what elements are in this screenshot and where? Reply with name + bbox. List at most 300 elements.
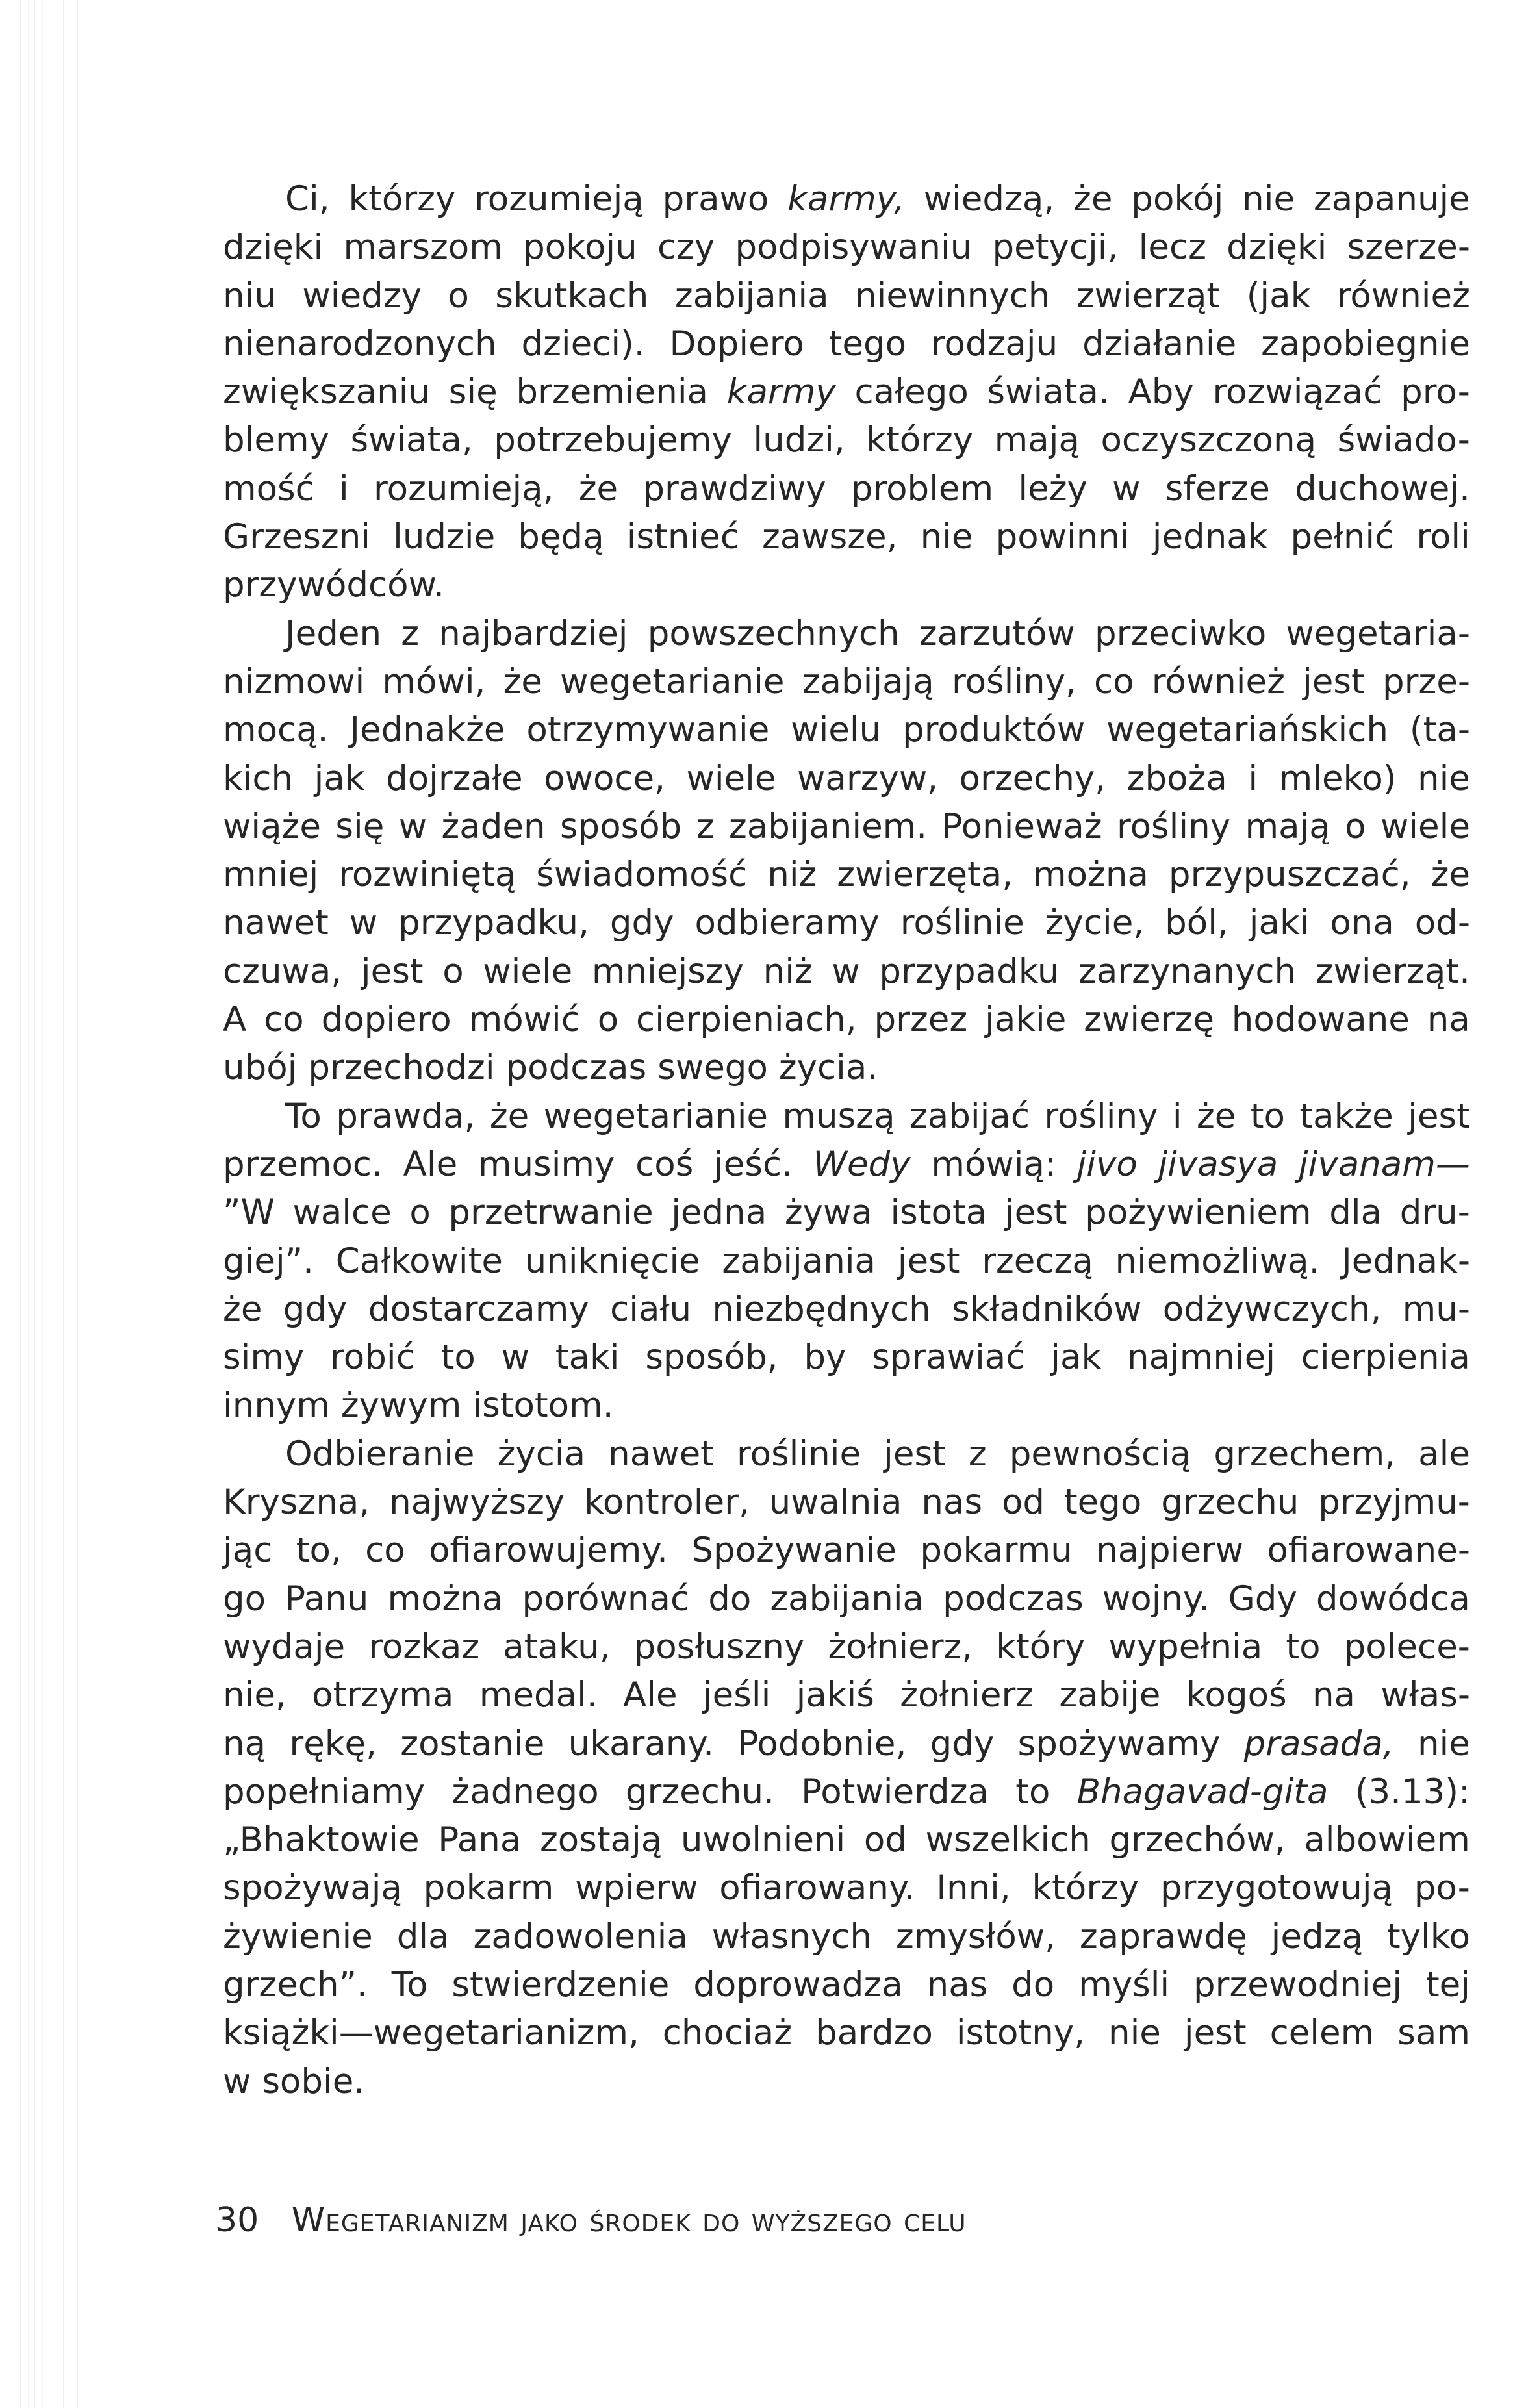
text-line xyxy=(223,1961,1470,2009)
word: problem xyxy=(850,468,994,509)
word: mniejszy xyxy=(591,951,744,991)
text-line xyxy=(223,1478,1470,1527)
word: walce xyxy=(292,1193,392,1233)
word: (3.13): xyxy=(1354,1771,1470,1812)
text-line xyxy=(223,948,1470,996)
word: Ale xyxy=(403,1144,458,1184)
word: zaprawdę xyxy=(1079,1916,1247,1957)
word: pewnością xyxy=(1009,1434,1191,1474)
text-line xyxy=(223,658,1470,706)
word: najmniej xyxy=(1126,1337,1276,1378)
word: roli xyxy=(1416,517,1470,557)
word: jedzą xyxy=(1271,1916,1363,1957)
word: Jeden xyxy=(285,613,382,653)
word: grzech”. xyxy=(223,1964,368,2005)
word: także xyxy=(1299,1096,1393,1136)
word: niezbędnych xyxy=(712,1289,931,1329)
word: pokarm xyxy=(423,1868,554,1908)
word: nie xyxy=(920,517,973,557)
word: istotom. xyxy=(472,1386,614,1426)
text-line xyxy=(223,1093,1470,1141)
word: świata. xyxy=(987,372,1110,412)
word: otrzymywanie xyxy=(526,710,770,750)
word: o xyxy=(442,951,464,991)
word: zabijania xyxy=(770,1578,924,1619)
word: odbieramy xyxy=(694,903,880,943)
word: rozumieją xyxy=(474,179,644,219)
word: w xyxy=(349,903,378,943)
word: zarzutów xyxy=(919,613,1075,653)
word: sposób, xyxy=(645,1337,778,1378)
word: żywym xyxy=(340,1386,462,1426)
word: albowiem xyxy=(1304,1820,1470,1860)
word: mocą. xyxy=(223,710,329,750)
text-line xyxy=(223,1044,1470,1092)
text-line xyxy=(223,1864,1470,1912)
word: tego xyxy=(1063,1482,1142,1523)
word: dla xyxy=(1329,1193,1382,1233)
word: nie, xyxy=(223,1675,286,1716)
word: przewodniej xyxy=(1193,1964,1402,2005)
word: cierpieniach, xyxy=(636,1000,857,1040)
word: robić xyxy=(330,1337,415,1378)
word: którzy xyxy=(1032,1868,1139,1908)
text-line xyxy=(223,1430,1470,1478)
word: w xyxy=(398,806,427,846)
word: mówić xyxy=(468,1000,580,1040)
word: stwierdzenie xyxy=(451,1964,670,2005)
word: bardzo xyxy=(815,2013,933,2053)
word: to, xyxy=(296,1530,342,1571)
word: tej xyxy=(1425,1964,1470,2005)
word: który xyxy=(996,1627,1086,1667)
word: pełnić xyxy=(1290,517,1394,557)
word: rozumieją, xyxy=(374,468,554,509)
word: podpisywaniu xyxy=(735,227,973,268)
text-line xyxy=(223,1671,1470,1719)
word: o xyxy=(448,275,469,316)
word: jakiś xyxy=(796,1675,874,1716)
word: uwalnia xyxy=(769,1482,902,1523)
word: z xyxy=(696,806,715,846)
word: ciału xyxy=(610,1289,692,1329)
word: wiedzą, xyxy=(923,179,1055,219)
word: jednak xyxy=(1152,517,1268,557)
text-line xyxy=(223,368,1470,416)
word: dostarczamy xyxy=(368,1289,589,1329)
text-line xyxy=(223,1623,1470,1671)
italic-word: karmy xyxy=(726,372,836,412)
word: zapobiegnie xyxy=(1261,323,1470,364)
word: jedna xyxy=(671,1193,767,1233)
word: owoce, xyxy=(544,758,665,798)
word: nawet xyxy=(223,903,329,943)
word: istota xyxy=(890,1193,987,1233)
word: że xyxy=(578,468,618,509)
word: świado- xyxy=(1337,420,1470,461)
word: najpierw xyxy=(1096,1530,1244,1571)
word: jest xyxy=(897,1241,960,1281)
word: przyjmu- xyxy=(1318,1482,1470,1523)
word: myśli xyxy=(1078,1964,1170,2005)
word: grzechu xyxy=(1161,1482,1299,1523)
word: działanie xyxy=(1082,323,1237,364)
text-line xyxy=(223,465,1470,513)
word: hodowane xyxy=(1231,1000,1410,1040)
word: podczas xyxy=(505,1048,647,1088)
word: Kryszna, xyxy=(223,1482,370,1523)
word: skutkach xyxy=(495,275,649,316)
word: w xyxy=(223,2061,251,2101)
word: sam xyxy=(1397,2013,1470,2053)
word: z xyxy=(968,1434,987,1474)
word: mniej xyxy=(223,855,319,895)
italic-word: karmy, xyxy=(787,179,905,219)
text-line xyxy=(223,755,1470,803)
word: ona xyxy=(1330,903,1394,943)
word: roślinie xyxy=(737,1434,861,1474)
text-line xyxy=(223,1768,1470,1816)
word: że xyxy=(503,661,542,702)
word: czuwa, xyxy=(223,951,342,991)
word: żywienie xyxy=(223,1916,373,1957)
word: dru- xyxy=(1399,1193,1470,1233)
word: książki—wegetarianizm, xyxy=(223,2013,639,2053)
word: To xyxy=(285,1096,322,1136)
word: szerze- xyxy=(1347,227,1470,268)
word: Całkowite xyxy=(335,1241,503,1281)
word: orzechy, xyxy=(959,758,1106,798)
word: że xyxy=(1073,179,1113,219)
word: Ponieważ xyxy=(941,806,1102,846)
text-line xyxy=(223,706,1470,754)
word: się xyxy=(448,372,498,412)
word: porównać xyxy=(522,1578,690,1619)
word: kich xyxy=(223,758,294,798)
word: przemoc. xyxy=(223,1144,383,1184)
word: ludzi, xyxy=(753,420,845,461)
italic-word: Bhagavad-gita xyxy=(1076,1771,1329,1812)
word: Grzeszni xyxy=(223,517,371,557)
word: sobie. xyxy=(262,2061,365,2101)
word: produktów xyxy=(902,710,1086,750)
word: musimy xyxy=(477,1144,615,1184)
text-line xyxy=(223,2058,1470,2106)
word: w xyxy=(501,1337,529,1378)
text-line xyxy=(223,1527,1470,1575)
word: dzięki xyxy=(223,227,324,268)
word: zboża xyxy=(1126,758,1227,798)
word: otrzyma xyxy=(312,1675,454,1716)
word: Jednakże xyxy=(350,710,505,750)
word: lecz xyxy=(1138,227,1206,268)
word: jeść. xyxy=(714,1144,793,1184)
word: marszom xyxy=(343,227,503,268)
word: wiele xyxy=(1380,806,1470,846)
word: przypuszczać, xyxy=(1168,855,1411,895)
word: najbardziej xyxy=(439,613,628,653)
word: pożywieniem xyxy=(1085,1193,1312,1233)
word: wegetarianie xyxy=(543,1096,769,1136)
word: sprawiać xyxy=(872,1337,1025,1378)
word: uniknięcie xyxy=(524,1241,700,1281)
word: jest xyxy=(1408,1096,1470,1136)
word: zwierzęta, xyxy=(837,855,1013,895)
word: zabijać xyxy=(909,1096,1030,1136)
word: mają xyxy=(1245,806,1330,846)
word: Spożywanie xyxy=(691,1530,897,1571)
word: prawdziwy xyxy=(642,468,826,509)
text-line xyxy=(223,1720,1470,1768)
word: pro- xyxy=(1401,372,1470,412)
word: do xyxy=(1011,1964,1055,2005)
word: zwiększaniu xyxy=(223,372,431,412)
word: do xyxy=(708,1578,752,1619)
word: można xyxy=(387,1578,503,1619)
word: nie xyxy=(1108,2013,1161,2053)
word: wpierw xyxy=(575,1868,698,1908)
word: rzeczą xyxy=(982,1241,1093,1281)
word: zawsze, xyxy=(761,517,898,557)
word: Odbieranie xyxy=(285,1434,475,1474)
word: ofiarowane- xyxy=(1267,1530,1470,1571)
word: również xyxy=(1336,275,1470,316)
word: po- xyxy=(1414,1868,1470,1908)
word: Podobnie, xyxy=(737,1723,907,1764)
word: pokój xyxy=(1131,179,1224,219)
text-line xyxy=(223,2009,1470,2057)
word: to xyxy=(1250,1096,1285,1136)
word: życia. xyxy=(778,1048,878,1088)
word: blemy xyxy=(223,420,329,461)
word: nie xyxy=(1417,758,1470,798)
word: oczyszczoną xyxy=(1100,420,1317,461)
text-line xyxy=(223,803,1470,851)
word: swego xyxy=(657,1048,768,1088)
word: jaki xyxy=(1249,903,1310,943)
word: kogoś xyxy=(1186,1675,1287,1716)
word: ataku, xyxy=(503,1627,611,1667)
word: żywa xyxy=(784,1193,872,1233)
word: zostają xyxy=(539,1820,663,1860)
word: jąc xyxy=(223,1530,273,1571)
word: zwierzę xyxy=(1084,1000,1214,1040)
word: To xyxy=(391,1964,428,2005)
word: dopiero xyxy=(321,1000,451,1040)
word: i xyxy=(339,468,349,509)
word: wiele xyxy=(483,951,573,991)
word: wojny. xyxy=(1102,1578,1210,1619)
word: mu- xyxy=(1402,1289,1470,1329)
word: zwierząt. xyxy=(1315,951,1470,991)
word: z xyxy=(401,613,420,653)
word: Gdy xyxy=(1228,1578,1297,1619)
running-head: Wegetarianizm jako środek do wyższego celu xyxy=(291,2201,967,2240)
word: przywódców. xyxy=(223,565,444,605)
word: można xyxy=(1033,855,1149,895)
word: pokoju xyxy=(523,227,637,268)
paragraph xyxy=(223,610,1470,1093)
word: grzechem, xyxy=(1214,1434,1396,1474)
text-line xyxy=(223,1237,1470,1286)
word: włas- xyxy=(1380,1675,1470,1716)
word: ofiarowany. xyxy=(719,1868,915,1908)
word: co xyxy=(1094,661,1134,702)
word: najwyższy xyxy=(389,1482,565,1523)
word: na xyxy=(1427,1000,1470,1040)
word: również xyxy=(1151,661,1285,702)
word: prawo xyxy=(662,179,769,219)
word: tego xyxy=(828,323,907,364)
text-line xyxy=(223,1913,1470,1961)
word: prawda, xyxy=(336,1096,476,1136)
italic-word: Wedy xyxy=(813,1144,911,1184)
text-line xyxy=(223,272,1470,320)
word: to xyxy=(1015,1771,1050,1812)
word: ”W xyxy=(223,1193,275,1233)
paragraph xyxy=(223,175,1470,610)
word: że xyxy=(489,1096,529,1136)
word: (jak xyxy=(1246,275,1311,316)
word: gdy xyxy=(609,903,674,943)
word: żołnierz xyxy=(900,1675,1034,1716)
word: co xyxy=(264,1000,304,1040)
italic-word: jivo xyxy=(1076,1144,1138,1184)
word: dla xyxy=(396,1916,450,1957)
word: wypełnia xyxy=(1108,1627,1263,1667)
text-line xyxy=(223,1382,1470,1430)
word: jeśli xyxy=(702,1675,771,1716)
word: prze- xyxy=(1382,661,1470,702)
word: ofiarowujemy. xyxy=(429,1530,668,1571)
word: gdy xyxy=(283,1289,348,1329)
word: posłuszny xyxy=(633,1627,805,1667)
italic-word: jivasya xyxy=(1158,1144,1278,1184)
word: rozkaz xyxy=(368,1627,480,1667)
word: zmysłów, xyxy=(895,1916,1056,1957)
word: gdy xyxy=(930,1723,995,1764)
word: się xyxy=(335,806,385,846)
word: rozwiniętą xyxy=(338,855,516,895)
word: jest xyxy=(1184,2013,1247,2053)
word: nie xyxy=(1242,179,1295,219)
word: żołnierz, xyxy=(828,1627,973,1667)
word: spożywają xyxy=(223,1868,402,1908)
word: Potwierdza xyxy=(801,1771,989,1812)
word: jest xyxy=(1303,661,1365,702)
word: Inni, xyxy=(936,1868,1011,1908)
word: nawet xyxy=(608,1434,714,1474)
word: giej”. xyxy=(223,1241,314,1281)
word: rozwiązać xyxy=(1212,372,1382,412)
word: jak xyxy=(314,758,365,798)
word: co xyxy=(365,1530,405,1571)
word: że xyxy=(223,1289,262,1329)
word: by xyxy=(804,1337,846,1378)
word: grzechu. xyxy=(625,1771,774,1812)
word: rośliny, xyxy=(951,661,1076,702)
word: żaden xyxy=(441,806,546,846)
word: sferze xyxy=(1165,468,1270,509)
word: (ta- xyxy=(1409,710,1470,750)
word: zapanuje xyxy=(1313,179,1470,219)
word: wszelkich xyxy=(925,1820,1091,1860)
word: nas xyxy=(926,1964,988,2005)
word: w xyxy=(1112,468,1141,509)
word: niewinnych xyxy=(855,275,1050,316)
word: rodzaju xyxy=(930,323,1058,364)
word: którzy xyxy=(348,179,456,219)
word: istnieć xyxy=(626,517,739,557)
word: to xyxy=(440,1337,476,1378)
word: uwolnieni xyxy=(680,1820,846,1860)
word: zabijania xyxy=(674,275,829,316)
word: zwierząt xyxy=(1076,275,1221,316)
word: nas xyxy=(921,1482,983,1523)
word: zabije xyxy=(1059,1675,1161,1716)
word: mówią: xyxy=(931,1144,1056,1184)
word: mleko) xyxy=(1278,758,1397,798)
word: grzechów, xyxy=(1109,1820,1286,1860)
word: żadnego xyxy=(451,1771,599,1812)
word: simy xyxy=(223,1337,305,1378)
word: wegetarianie xyxy=(560,661,785,702)
text-line xyxy=(223,1816,1470,1864)
word: istotny, xyxy=(956,2013,1086,2053)
word: przypadku, xyxy=(398,903,589,943)
word: cierpienia xyxy=(1301,1337,1470,1378)
paragraph xyxy=(223,1093,1470,1430)
word: nie xyxy=(1417,1723,1470,1764)
word: mość xyxy=(223,468,314,509)
word: mówi, xyxy=(382,661,486,702)
text-line xyxy=(223,1189,1470,1237)
word: nienarodzonych xyxy=(223,323,497,364)
word: życia xyxy=(497,1434,586,1474)
word: zarzynanych xyxy=(1078,951,1297,991)
word: wegetaria- xyxy=(1286,613,1470,653)
word: będą xyxy=(518,517,604,557)
word: jest xyxy=(361,951,424,991)
word: od xyxy=(863,1820,907,1860)
word: niu xyxy=(223,275,276,316)
text-line xyxy=(223,561,1470,609)
word: o xyxy=(409,1193,431,1233)
word: podczas xyxy=(943,1578,1084,1619)
word: ból, xyxy=(1165,903,1228,943)
paragraph xyxy=(223,1430,1470,2106)
word: wiąże xyxy=(223,806,321,846)
word: wydaje xyxy=(223,1627,346,1667)
word: zabijają xyxy=(802,661,934,702)
word: potrzebujemy xyxy=(494,420,732,461)
word: Ale xyxy=(623,1675,678,1716)
text-line xyxy=(223,996,1470,1044)
word: chociaż xyxy=(662,2013,793,2053)
word: o xyxy=(1345,806,1366,846)
text-line xyxy=(223,1286,1470,1334)
text-line xyxy=(223,851,1470,899)
word: wiedzy xyxy=(302,275,422,316)
word: to xyxy=(1286,1627,1321,1667)
text-line xyxy=(223,1575,1470,1623)
word: ubój xyxy=(223,1048,298,1088)
text-line xyxy=(223,320,1470,368)
word: nizmowi xyxy=(223,661,365,702)
page-footer xyxy=(216,2201,967,2240)
word: taki xyxy=(555,1337,620,1378)
word: i xyxy=(1172,1096,1182,1136)
